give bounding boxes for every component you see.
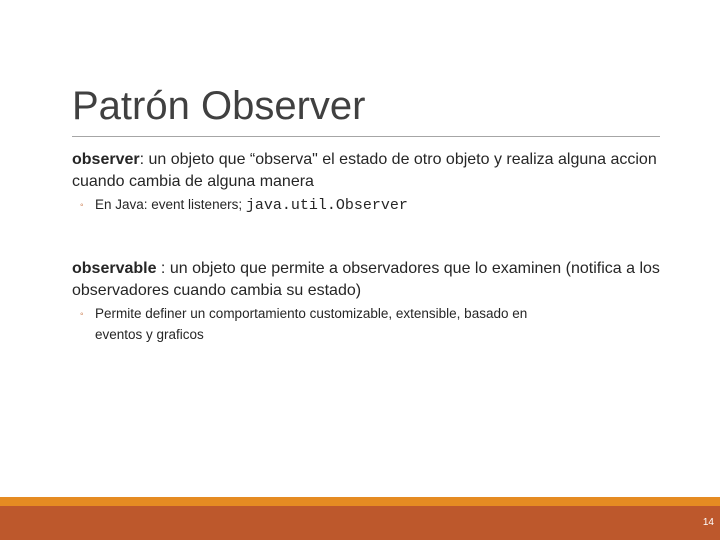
bullet-icon: ◦	[80, 200, 84, 211]
java-observer-code: java.util.Observer	[245, 197, 408, 214]
footer-accent-stripe	[0, 497, 720, 506]
footer-band	[0, 506, 720, 540]
java-listeners-bullet	[80, 195, 650, 216]
page-number: 14	[702, 517, 714, 528]
observable-text: : un objeto que permite a observadores que lo examinen (notifica a los observadores cuando cambia su estado)	[72, 260, 660, 299]
observer-definition	[72, 149, 672, 193]
customizable-behavior-line1: Permite definer un comportamiento customizable, extensible, basado en	[95, 306, 528, 321]
bullet-icon: ◦	[80, 309, 84, 320]
observable-term: observable	[72, 260, 157, 277]
customizable-behavior-line2: eventos y graficos	[95, 327, 204, 342]
slide-title: Patrón Observer	[72, 84, 366, 128]
observer-text: : un objeto que “observa" el estado de otro objeto y realiza alguna accion cuando cambia de alguna manera	[72, 151, 657, 190]
title-divider	[72, 136, 660, 137]
java-listeners-text: En Java: event listeners;	[95, 197, 246, 212]
observable-definition	[72, 258, 672, 302]
customizable-behavior-bullet	[80, 304, 650, 345]
observer-term: observer	[72, 151, 140, 168]
